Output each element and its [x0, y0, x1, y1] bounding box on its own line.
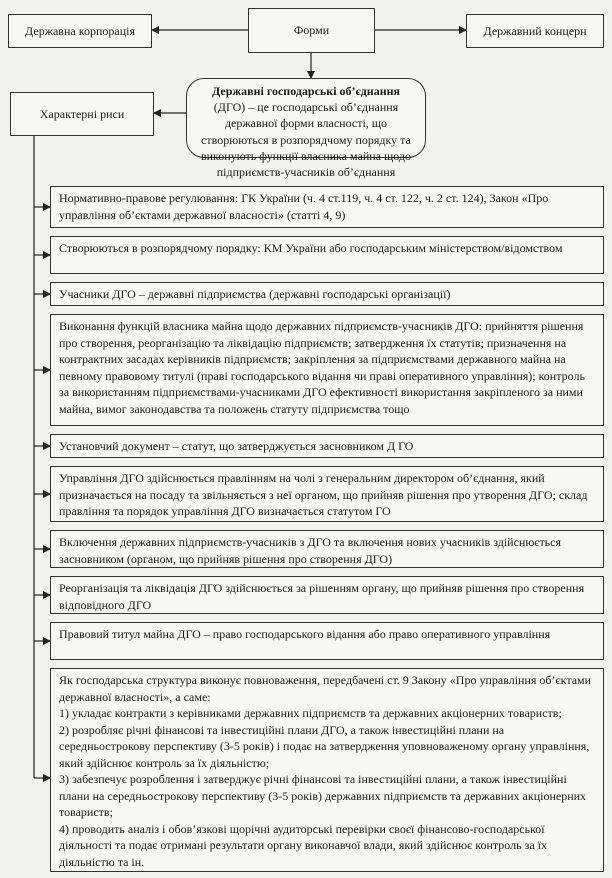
definition-box: [186, 78, 426, 179]
forms-label: Форми: [293, 23, 330, 38]
feature-item-powers: [50, 668, 604, 872]
state-corporation-box: [8, 14, 152, 48]
feature-item-reorganization: [50, 576, 604, 614]
feature-item-membership: [50, 530, 604, 568]
powers-point-2: 2) розробляє річні фінансові та інвестиційні плани ДГО, а також інвестиційні плани на середньострокову перспективу (3-5 років) і подає на затвердження уповноваженому органу управління, який здійснює контроль за їх діяльністю;: [59, 722, 590, 770]
definition-term: Державні господарські об’єднання: [211, 84, 401, 98]
feature-text: Виконання функцій власника майна щодо державних підприємств-учасників ДГО: прийняття рішення про створення, реорганізацію та ліквідацію підприємств; затвердження їх статутів; призначення на контрактних засадах керівників підприємств; закріплення за підприємствами державного майна на певному правовому титулі (праві господарського відання чи праві оперативного управління); контроль за використанням підприємствами-учасниками ДГО ефективності використання закріпленого за ними майна, вимог законодавства та положень статуту підприємства тощо: [59, 319, 585, 416]
powers-point-4: 4) проводить аналіз і обов’язкові щорічні аудиторські перевірки своєї фінансово-господарської діяльності та подає отримані результати органу виконавчої влади, який здійснює контроль за їх діяльністю та ін.: [59, 821, 548, 870]
powers-intro: Як господарська структура виконує повноваження, передбачені ст. 9 Закону «Про управління об’єктами державної власності», а саме:: [59, 673, 592, 704]
feature-item-creation: [50, 236, 604, 274]
features-box: [10, 92, 154, 136]
features-label: Характерні риси: [39, 106, 125, 121]
feature-text: Створюються в розпорядчому порядку: КМ України або господарським міністерством/відомством: [59, 241, 563, 255]
feature-item-participants: [50, 282, 604, 306]
feature-branches: [34, 207, 50, 778]
definition-text: (ДГО) – це господарські об’єднання державної форми власності, що створюються в розпорядчому порядку та виконують функції власника майна щодо підприємств-учасників об’єднання: [200, 100, 412, 179]
feature-item-property-title: [50, 622, 604, 660]
feature-text: Нормативно-правове регулювання: ГК України (ч. 4 ст.119, ч. 4 ст. 122, ч. 2 ст. 124), Закон «Про управління об’єктами державної власності» (статті 4, 9): [59, 191, 549, 222]
feature-text: Управління ДГО здійснюється правлінням на чолі з генеральним директором об’єднання, який призначається на посаду та звільняється з неї органом, що прийняв рішення про утворення ДГО; склад правління та порядок управління ДГО визначається статутом ГО: [59, 471, 588, 519]
feature-text: Учасники ДГО – державні підприємства (державні господарські організації): [59, 287, 451, 301]
feature-item-regulation: [50, 186, 604, 228]
powers-point-1: 1) укладає контракти з керівниками державних підприємств та державних акціонерних товариств;: [59, 706, 562, 721]
feature-text: Установчий документ – статут, що затверджується засновником Д ГО: [59, 439, 414, 453]
state-concern-box: [466, 14, 604, 48]
feature-item-owner-functions: [50, 314, 604, 426]
feature-text: Реорганізація та ліквідація ДГО здійснюється за рішенням органу, що прийняв рішення про створення відповідного ДГО: [59, 581, 585, 612]
feature-text: Включення державних підприємств-учасників з ДГО та включення нових учасників здійснюється засновником (органом, що прийняв рішення про створення ДГО): [59, 535, 562, 566]
forms-box: [248, 8, 375, 53]
feature-text: Правовий титул майна ДГО – право господарського відання або право оперативного управління: [59, 627, 551, 641]
feature-item-founding-document: [50, 434, 604, 458]
feature-item-management: [50, 466, 604, 522]
powers-point-3: 3) забезпечує розроблення і затверджує річні фінансові та інвестиційні плани, а також інвестиційні плани на середньострокову перспективу (3-5 років) державних підприємств та державних акціонерних товариств;: [59, 772, 587, 820]
state-concern-label: Державний концерн: [483, 23, 587, 38]
state-corporation-label: Державна корпорація: [25, 23, 135, 38]
